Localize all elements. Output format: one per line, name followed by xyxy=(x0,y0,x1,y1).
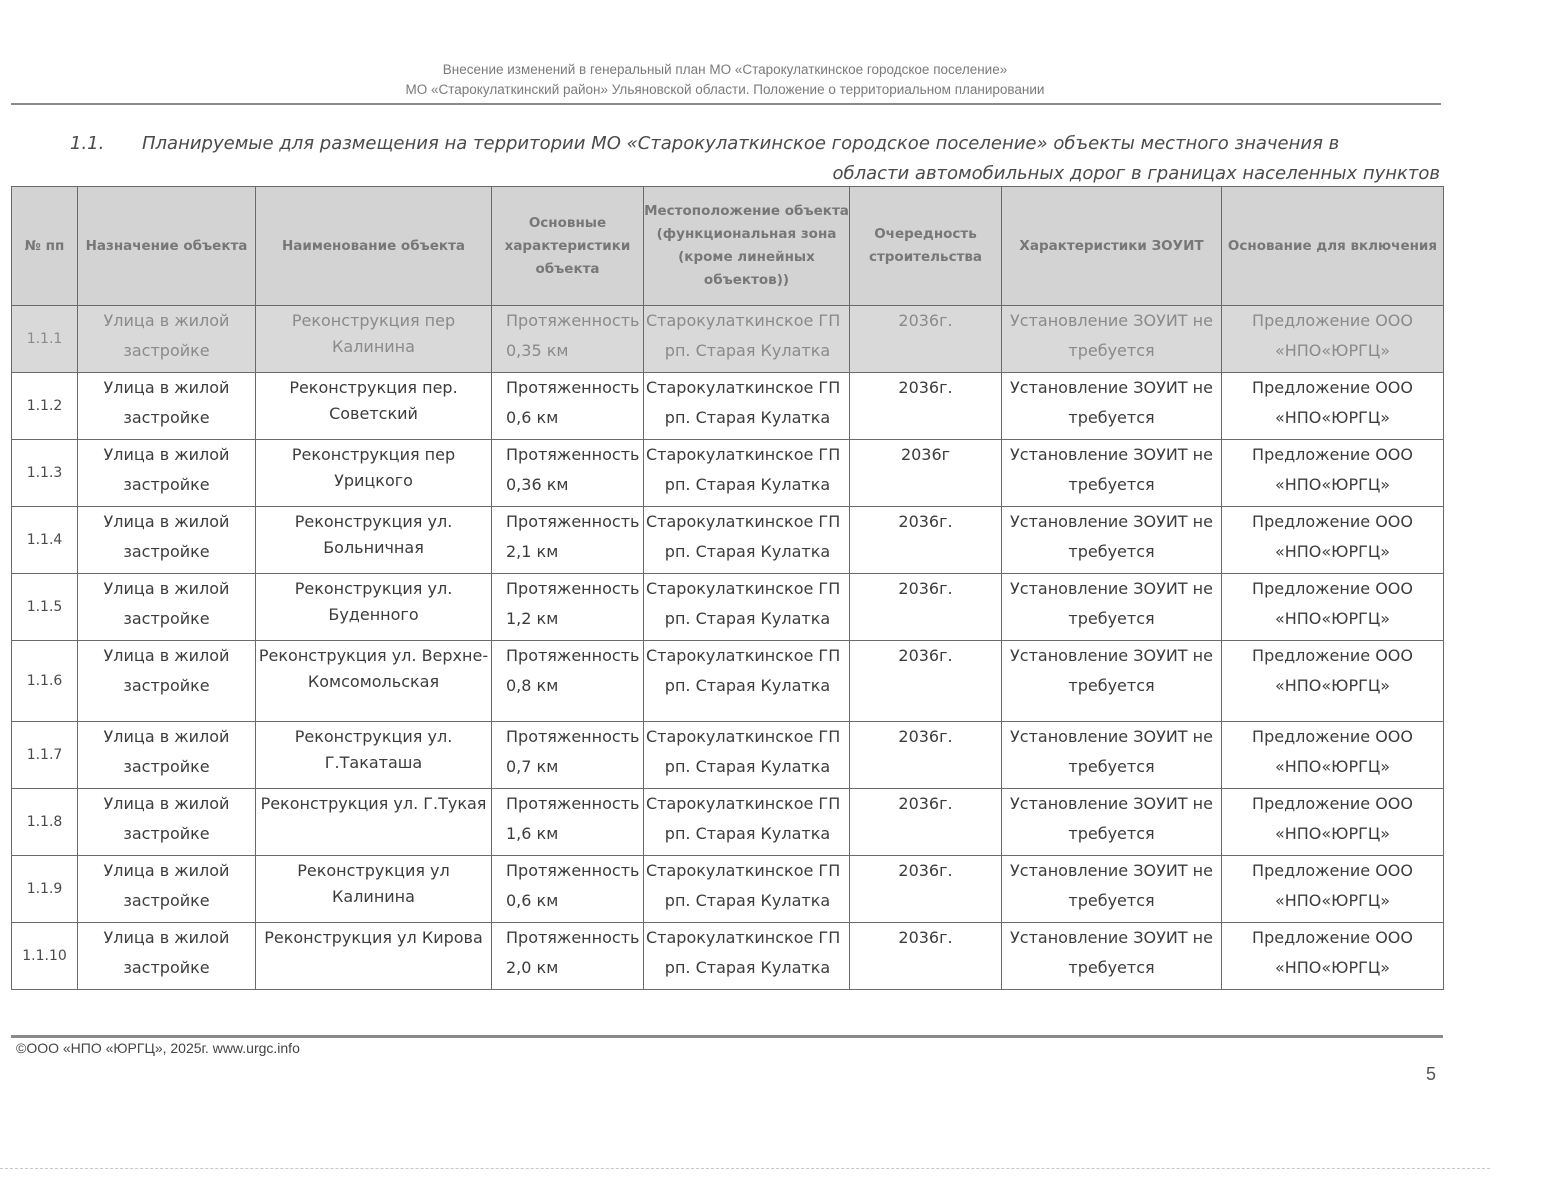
row-construction-order: 2036г. xyxy=(850,789,1002,856)
row-number: 1.1.8 xyxy=(12,789,78,856)
row-characteristics: Протяженность 0,36 км xyxy=(492,440,644,507)
header-construction-order: Очередность строительства xyxy=(850,187,1002,306)
row-purpose: Улица в жилой застройке xyxy=(78,440,256,507)
row-zouit: Установление ЗОУИТ не требуется xyxy=(1002,306,1222,373)
location-settlement: Старокулаткинское ГП xyxy=(646,311,841,330)
row-number: 1.1.7 xyxy=(12,722,78,789)
row-characteristics: Протяженность 2,1 км xyxy=(492,507,644,574)
row-object-name: Реконструкция ул. Больничная xyxy=(256,507,492,574)
header-object-name: Наименование объекта xyxy=(256,187,492,306)
row-characteristics: Протяженность 0,35 км xyxy=(492,306,644,373)
row-zouit: Установление ЗОУИТ не требуется xyxy=(1002,722,1222,789)
row-basis: Предложение ООО «НПО«ЮРГЦ» xyxy=(1222,373,1444,440)
row-characteristics: Протяженность 0,8 км xyxy=(492,641,644,722)
location-settlement: Старокулаткинское ГП xyxy=(646,928,841,947)
row-zouit: Установление ЗОУИТ не требуется xyxy=(1002,789,1222,856)
row-zouit: Установление ЗОУИТ не требуется xyxy=(1002,373,1222,440)
table-row xyxy=(12,440,1444,507)
table-row xyxy=(12,722,1444,789)
row-number: 1.1.2 xyxy=(12,373,78,440)
row-construction-order: 2036г. xyxy=(850,373,1002,440)
row-location xyxy=(644,641,850,722)
row-purpose: Улица в жилой застройке xyxy=(78,856,256,923)
row-construction-order: 2036г. xyxy=(850,507,1002,574)
row-location xyxy=(644,722,850,789)
row-location xyxy=(644,373,850,440)
table-row xyxy=(12,574,1444,641)
row-construction-order: 2036г. xyxy=(850,923,1002,990)
row-object-name: Реконструкция ул. Верхне-Комсомольская xyxy=(256,641,492,722)
location-locality: рп. Старая Кулатка xyxy=(664,676,831,695)
location-locality: рп. Старая Кулатка xyxy=(664,757,831,776)
row-purpose: Улица в жилой застройке xyxy=(78,507,256,574)
location-settlement: Старокулаткинское ГП xyxy=(646,579,841,598)
location-settlement: Старокулаткинское ГП xyxy=(646,378,841,397)
row-number: 1.1.5 xyxy=(12,574,78,641)
table-row xyxy=(12,641,1444,722)
row-basis: Предложение ООО «НПО«ЮРГЦ» xyxy=(1222,923,1444,990)
row-location xyxy=(644,306,850,373)
location-locality: рп. Старая Кулатка xyxy=(664,542,831,561)
row-basis: Предложение ООО «НПО«ЮРГЦ» xyxy=(1222,306,1444,373)
location-locality: рп. Старая Кулатка xyxy=(664,958,831,977)
table-row xyxy=(12,789,1444,856)
copyright-notice: ©ООО «НПО «ЮРГЦ», 2025г. www.urgc.info xyxy=(16,1040,300,1056)
table-header-row xyxy=(12,187,1444,306)
row-object-name: Реконструкция ул. Г.Такаташа xyxy=(256,722,492,789)
header-purpose: Назначение объекта xyxy=(78,187,256,306)
row-zouit: Установление ЗОУИТ не требуется xyxy=(1002,574,1222,641)
row-basis: Предложение ООО «НПО«ЮРГЦ» xyxy=(1222,722,1444,789)
location-settlement: Старокулаткинское ГП xyxy=(646,794,841,813)
row-object-name: Реконструкция пер. Советский xyxy=(256,373,492,440)
row-basis: Предложение ООО «НПО«ЮРГЦ» xyxy=(1222,789,1444,856)
table-row xyxy=(12,507,1444,574)
row-characteristics: Протяженность 1,2 км xyxy=(492,574,644,641)
row-number: 1.1.9 xyxy=(12,856,78,923)
row-object-name: Реконструкция ул Калинина xyxy=(256,856,492,923)
row-characteristics: Протяженность 1,6 км xyxy=(492,789,644,856)
location-settlement: Старокулаткинское ГП xyxy=(646,727,841,746)
location-settlement: Старокулаткинское ГП xyxy=(646,445,841,464)
row-location xyxy=(644,789,850,856)
row-zouit: Установление ЗОУИТ не требуется xyxy=(1002,507,1222,574)
section-title-line-1: Планируемые для размещения на территории МО «Старокулаткинское городское поселение» объекты местного значения в xyxy=(142,133,1340,154)
header-location: Местоположение объекта (функциональная зона (кроме линейных объектов)) xyxy=(644,187,850,306)
location-locality: рп. Старая Кулатка xyxy=(664,408,831,427)
row-number: 1.1.1 xyxy=(12,306,78,373)
row-purpose: Улица в жилой застройке xyxy=(78,923,256,990)
row-object-name: Реконструкция ул. Г.Тукая xyxy=(256,789,492,856)
row-basis: Предложение ООО «НПО«ЮРГЦ» xyxy=(1222,641,1444,722)
row-number: 1.1.10 xyxy=(12,923,78,990)
header-number: № пп xyxy=(12,187,78,306)
row-purpose: Улица в жилой застройке xyxy=(78,722,256,789)
header-zouit: Характеристики ЗОУИТ xyxy=(1002,187,1222,306)
page-number: 5 xyxy=(1426,1064,1437,1084)
row-purpose: Улица в жилой застройке xyxy=(78,641,256,722)
row-location xyxy=(644,856,850,923)
header-divider xyxy=(11,103,1441,105)
row-basis: Предложение ООО «НПО«ЮРГЦ» xyxy=(1222,856,1444,923)
row-zouit: Установление ЗОУИТ не требуется xyxy=(1002,923,1222,990)
location-settlement: Старокулаткинское ГП xyxy=(646,646,841,665)
row-basis: Предложение ООО «НПО«ЮРГЦ» xyxy=(1222,507,1444,574)
location-locality: рп. Старая Кулатка xyxy=(664,341,831,360)
header-line-2: МО «Старокулаткинский район» Ульяновской области. Положение о территориальном планировании xyxy=(405,82,1045,97)
row-purpose: Улица в жилой застройке xyxy=(78,306,256,373)
row-object-name: Реконструкция пер Урицкого xyxy=(256,440,492,507)
row-object-name: Реконструкция ул Кирова xyxy=(256,923,492,990)
location-settlement: Старокулаткинское ГП xyxy=(646,512,841,531)
row-object-name: Реконструкция ул. Буденного xyxy=(256,574,492,641)
row-location xyxy=(644,923,850,990)
table-row xyxy=(12,373,1444,440)
location-locality: рп. Старая Кулатка xyxy=(664,824,831,843)
row-purpose: Улица в жилой застройке xyxy=(78,789,256,856)
scan-edge-line xyxy=(0,1168,1490,1169)
row-characteristics: Протяженность 0,6 км xyxy=(492,856,644,923)
row-construction-order: 2036г. xyxy=(850,722,1002,789)
footer-divider xyxy=(11,1035,1443,1038)
header-characteristics: Основные характеристики объекта xyxy=(492,187,644,306)
table-row xyxy=(12,923,1444,990)
row-location xyxy=(644,440,850,507)
section-title-line-2: области автомобильных дорог в границах населенных пунктов xyxy=(832,163,1440,184)
row-number: 1.1.6 xyxy=(12,641,78,722)
row-number: 1.1.4 xyxy=(12,507,78,574)
row-purpose: Улица в жилой застройке xyxy=(78,373,256,440)
document-header xyxy=(0,60,1450,100)
location-locality: рп. Старая Кулатка xyxy=(664,609,831,628)
row-construction-order: 2036г. xyxy=(850,574,1002,641)
objects-table xyxy=(11,186,1444,990)
row-characteristics: Протяженность 2,0 км xyxy=(492,923,644,990)
row-object-name: Реконструкция пер Калинина xyxy=(256,306,492,373)
header-line-1: Внесение изменений в генеральный план МО «Старокулаткинское городское поселение» xyxy=(442,62,1008,77)
location-locality: рп. Старая Кулатка xyxy=(664,475,831,494)
row-construction-order: 2036г. xyxy=(850,856,1002,923)
row-location xyxy=(644,574,850,641)
row-location xyxy=(644,507,850,574)
table-row xyxy=(12,306,1444,373)
location-locality: рп. Старая Кулатка xyxy=(664,891,831,910)
row-characteristics: Протяженность 0,7 км xyxy=(492,722,644,789)
row-construction-order: 2036г. xyxy=(850,641,1002,722)
row-zouit: Установление ЗОУИТ не требуется xyxy=(1002,440,1222,507)
section-number: 1.1. xyxy=(70,133,105,154)
row-basis: Предложение ООО «НПО«ЮРГЦ» xyxy=(1222,574,1444,641)
row-zouit: Установление ЗОУИТ не требуется xyxy=(1002,856,1222,923)
section-title xyxy=(70,129,1440,189)
row-zouit: Установление ЗОУИТ не требуется xyxy=(1002,641,1222,722)
row-purpose: Улица в жилой застройке xyxy=(78,574,256,641)
row-characteristics: Протяженность 0,6 км xyxy=(492,373,644,440)
table-row xyxy=(12,856,1444,923)
row-number: 1.1.3 xyxy=(12,440,78,507)
header-basis: Основание для включения xyxy=(1222,187,1444,306)
row-basis: Предложение ООО «НПО«ЮРГЦ» xyxy=(1222,440,1444,507)
location-settlement: Старокулаткинское ГП xyxy=(646,861,841,880)
row-construction-order: 2036г. xyxy=(850,306,1002,373)
row-construction-order: 2036г xyxy=(850,440,1002,507)
